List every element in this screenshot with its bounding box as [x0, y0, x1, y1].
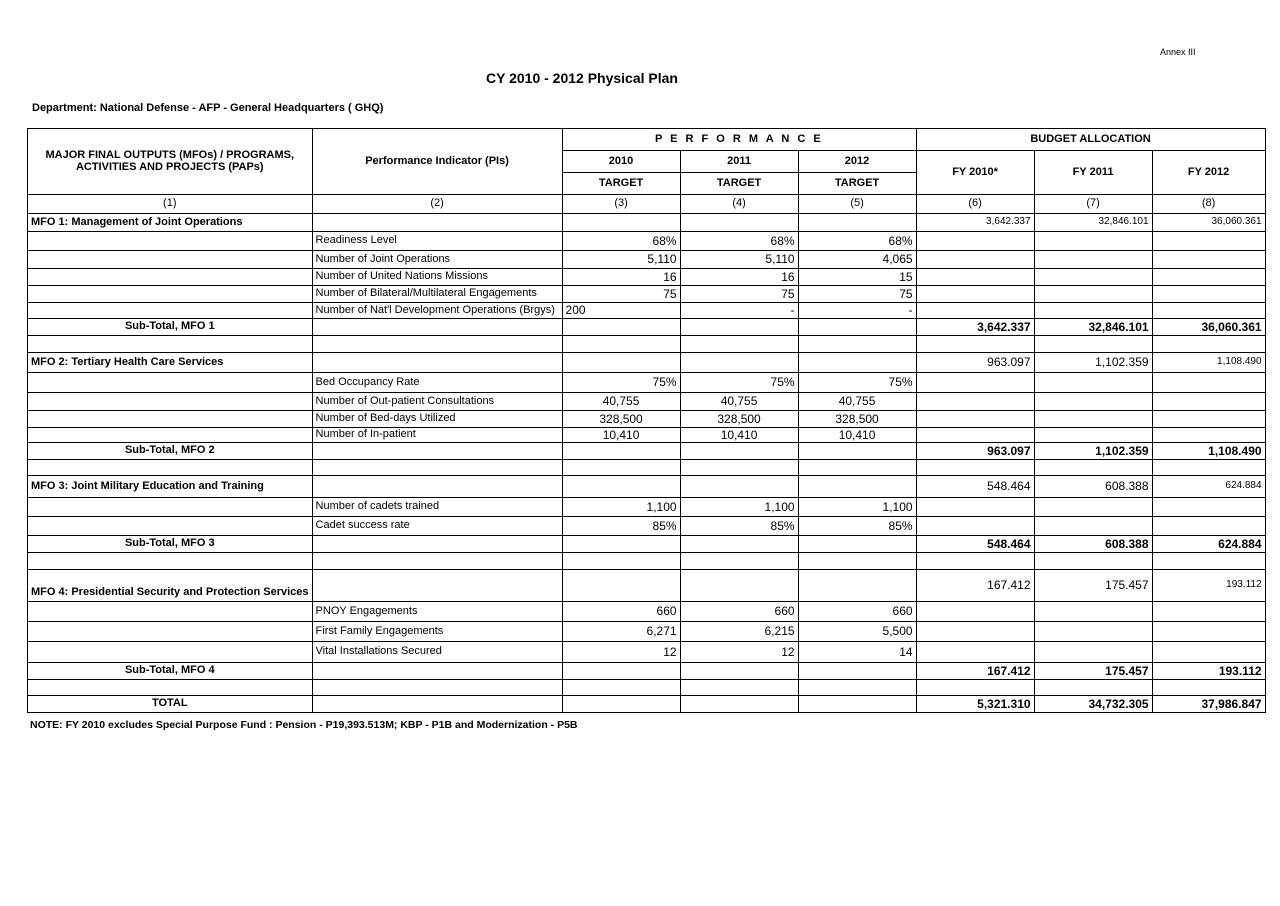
spacer-row: [28, 460, 1266, 476]
target-cell: 40,755: [798, 393, 916, 411]
table-row: [28, 411, 1266, 428]
table-row: [28, 393, 1266, 411]
mfo-name: MFO 3: Joint Military Education and Training: [28, 476, 313, 498]
mfo-row: [28, 476, 1266, 498]
spacer-row: [28, 336, 1266, 353]
indicator-name: Number of Bilateral/Multilateral Engagements: [312, 286, 562, 303]
table-row: [28, 251, 1266, 269]
fy2012-header: FY 2012: [1152, 151, 1265, 195]
table-row: [28, 517, 1266, 536]
subtotal-label: Sub-Total, MFO 1: [28, 319, 313, 336]
target-cell: 16: [680, 269, 798, 286]
target-cell: 328,500: [680, 411, 798, 428]
column-number: (6): [916, 195, 1034, 214]
table-row: [28, 602, 1266, 622]
total-row: [28, 696, 1266, 713]
table-row: [28, 303, 1266, 319]
table-row: [28, 428, 1266, 443]
target-cell: 40,755: [680, 393, 798, 411]
target-cell: 85%: [798, 517, 916, 536]
indicator-name: Number of Out-patient Consultations: [312, 393, 562, 411]
total-cell: 34,732.305: [1034, 696, 1152, 713]
target-cell: 68%: [680, 232, 798, 251]
mfo-name: MFO 1: Management of Joint Operations: [28, 214, 313, 232]
target-cell: 5,110: [562, 251, 680, 269]
subtotal-label: Sub-Total, MFO 3: [28, 536, 313, 553]
table-row: [28, 232, 1266, 251]
target-cell: 660: [562, 602, 680, 622]
indicator-name: Cadet success rate: [312, 517, 562, 536]
target-cell: 75: [680, 286, 798, 303]
target-cell: 75%: [798, 373, 916, 393]
target-cell: 10,410: [562, 428, 680, 443]
target-cell: 1,100: [680, 498, 798, 517]
table-row: [28, 498, 1266, 517]
mfo-name: MFO 4: Presidential Security and Protection Services: [28, 570, 313, 602]
budget-cell: 32,846.101: [1034, 214, 1152, 232]
footnote: NOTE: FY 2010 excludes Special Purpose Fund : Pension - P19,393.513M; KBP - P1B and Modernization - P5B: [30, 719, 578, 731]
budget-cell: 1,102.359: [1034, 353, 1152, 373]
column-number: (8): [1152, 195, 1265, 214]
annex-label: Annex III: [1160, 47, 1196, 57]
target-cell: -: [798, 303, 916, 319]
indicator-name: Number of United Nations Missions: [312, 269, 562, 286]
mfo-row: [28, 214, 1266, 232]
target-cell: 75%: [562, 373, 680, 393]
target-cell: 15: [798, 269, 916, 286]
subtotal-cell: 963.097: [916, 443, 1034, 460]
fy2010-header: FY 2010*: [916, 151, 1034, 195]
indicator-name: Number of cadets trained: [312, 498, 562, 517]
total-cell: 5,321.310: [916, 696, 1034, 713]
subtotal-cell: 548.464: [916, 536, 1034, 553]
indicator-name: Vital Installations Secured: [312, 642, 562, 663]
indicator-name: Bed Occupancy Rate: [312, 373, 562, 393]
year-2010-header: 2010: [562, 151, 680, 173]
column-number: (5): [798, 195, 916, 214]
target-cell: 68%: [562, 232, 680, 251]
target-cell: 75: [562, 286, 680, 303]
budget-cell: 193.112: [1152, 570, 1265, 602]
subtotal-cell: 36,060.361: [1152, 319, 1265, 336]
target-cell: 660: [798, 602, 916, 622]
target-header: TARGET: [798, 173, 916, 195]
pi-column-header: Performance Indicator (PIs): [312, 129, 562, 195]
target-cell: 68%: [798, 232, 916, 251]
total-label: TOTAL: [28, 696, 313, 713]
performance-header: P E R F O R M A N C E: [562, 129, 916, 151]
subtotal-cell: 175.457: [1034, 663, 1152, 680]
page-title: CY 2010 - 2012 Physical Plan: [486, 70, 678, 86]
target-cell: 328,500: [798, 411, 916, 428]
department-label: Department: National Defense - AFP - General Headquarters ( GHQ): [32, 102, 384, 114]
budget-cell: 167.412: [916, 570, 1034, 602]
table-row: [28, 269, 1266, 286]
budget-cell: 175.457: [1034, 570, 1152, 602]
fy2011-header: FY 2011: [1034, 151, 1152, 195]
target-cell: 200: [562, 303, 680, 319]
budget-cell: 963.097: [916, 353, 1034, 373]
column-number: (1): [28, 195, 313, 214]
subtotal-row: [28, 443, 1266, 460]
mfo-row: [28, 570, 1266, 602]
target-cell: 1,100: [562, 498, 680, 517]
target-cell: 75%: [680, 373, 798, 393]
indicator-name: Number of In-patient: [312, 428, 562, 443]
target-cell: 5,110: [680, 251, 798, 269]
target-cell: 10,410: [680, 428, 798, 443]
physical-plan-table: [27, 128, 1266, 713]
target-header: TARGET: [562, 173, 680, 195]
subtotal-cell: 193.112: [1152, 663, 1265, 680]
total-cell: 37,986.847: [1152, 696, 1265, 713]
indicator-name: Number of Bed-days Utilized: [312, 411, 562, 428]
target-cell: 6,271: [562, 622, 680, 642]
subtotal-cell: 1,108.490: [1152, 443, 1265, 460]
subtotal-row: [28, 663, 1266, 680]
column-number: (2): [312, 195, 562, 214]
year-2012-header: 2012: [798, 151, 916, 173]
target-cell: 12: [680, 642, 798, 663]
target-cell: 4,065: [798, 251, 916, 269]
subtotal-cell: 608.388: [1034, 536, 1152, 553]
subtotal-cell: 1,102.359: [1034, 443, 1152, 460]
budget-cell: 608.388: [1034, 476, 1152, 498]
mfo-row: [28, 353, 1266, 373]
table-row: [28, 642, 1266, 663]
target-cell: 6,215: [680, 622, 798, 642]
mfo-name: MFO 2: Tertiary Health Care Services: [28, 353, 313, 373]
column-number: (4): [680, 195, 798, 214]
subtotal-label: Sub-Total, MFO 4: [28, 663, 313, 680]
target-cell: 328,500: [562, 411, 680, 428]
budget-cell: 3,642.337: [916, 214, 1034, 232]
spacer-row: [28, 680, 1266, 696]
subtotal-cell: 624.884: [1152, 536, 1265, 553]
budget-cell: 624.884: [1152, 476, 1265, 498]
target-cell: 1,100: [798, 498, 916, 517]
target-cell: 85%: [680, 517, 798, 536]
table-row: [28, 286, 1266, 303]
subtotal-cell: 167.412: [916, 663, 1034, 680]
indicator-name: PNOY Engagements: [312, 602, 562, 622]
target-cell: 660: [680, 602, 798, 622]
column-number: (7): [1034, 195, 1152, 214]
indicator-name: Number of Nat'l Development Operations (Brgys): [312, 303, 562, 319]
subtotal-cell: 3,642.337: [916, 319, 1034, 336]
column-number: (3): [562, 195, 680, 214]
target-cell: 14: [798, 642, 916, 663]
spacer-row: [28, 553, 1266, 570]
target-cell: 40,755: [562, 393, 680, 411]
target-cell: 16: [562, 269, 680, 286]
indicator-name: First Family Engagements: [312, 622, 562, 642]
target-cell: 85%: [562, 517, 680, 536]
target-cell: 10,410: [798, 428, 916, 443]
subtotal-label: Sub-Total, MFO 2: [28, 443, 313, 460]
budget-allocation-header: BUDGET ALLOCATION: [916, 129, 1265, 151]
table-row: [28, 622, 1266, 642]
subtotal-row: [28, 536, 1266, 553]
budget-cell: 36,060.361: [1152, 214, 1265, 232]
table-row: [28, 373, 1266, 393]
year-2011-header: 2011: [680, 151, 798, 173]
target-cell: -: [680, 303, 798, 319]
target-header: TARGET: [680, 173, 798, 195]
budget-cell: 548.464: [916, 476, 1034, 498]
target-cell: 5,500: [798, 622, 916, 642]
target-cell: 12: [562, 642, 680, 663]
indicator-name: Readiness Level: [312, 232, 562, 251]
subtotal-row: [28, 319, 1266, 336]
mfo-column-header: MAJOR FINAL OUTPUTS (MFOs) / PROGRAMS, ACTIVITIES AND PROJECTS (PAPs): [28, 129, 313, 195]
target-cell: 75: [798, 286, 916, 303]
indicator-name: Number of Joint Operations: [312, 251, 562, 269]
budget-cell: 1,108.490: [1152, 353, 1265, 373]
subtotal-cell: 32,846.101: [1034, 319, 1152, 336]
